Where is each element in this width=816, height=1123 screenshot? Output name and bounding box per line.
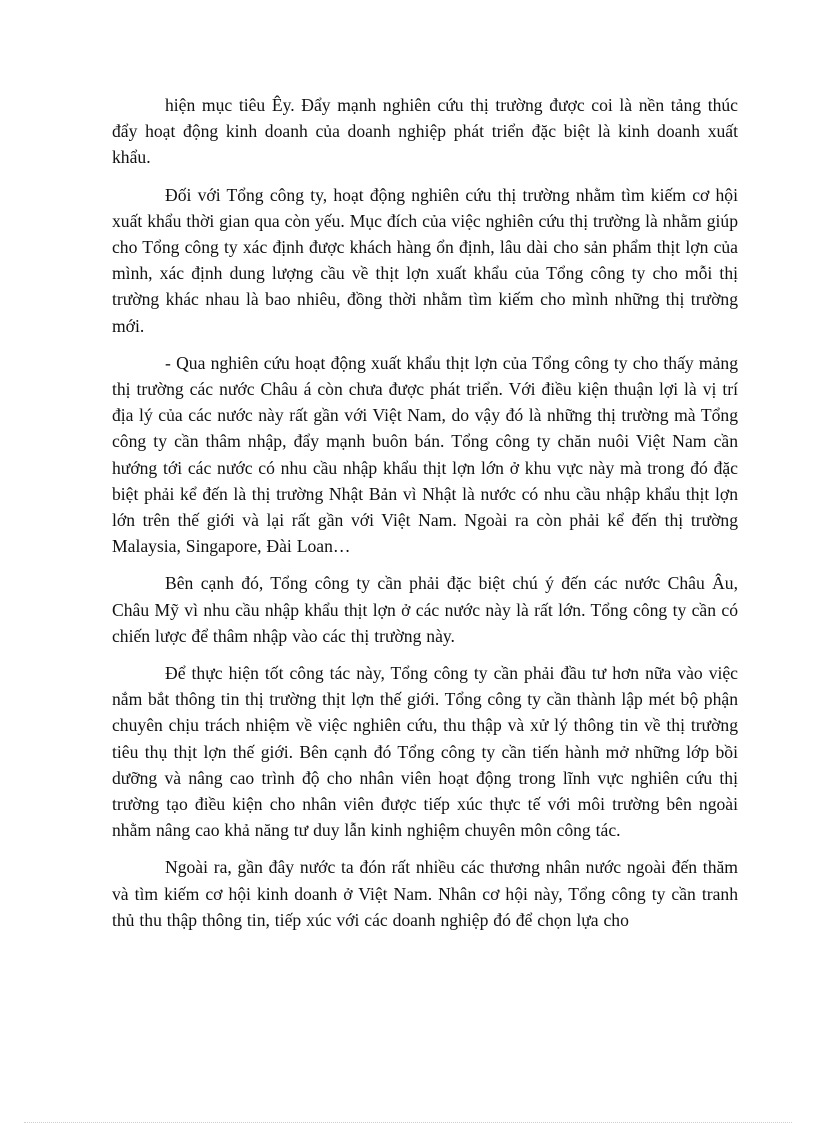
paragraph-1: hiện mục tiêu Êy. Đẩy mạnh nghiên cứu thị trường được coi là nền tảng thúc đẩy hoạt động kinh doanh của doanh nghiệp phát triển đặc biệt là kinh doanh xuất khẩu. (112, 95, 738, 168)
document-body (112, 92, 738, 944)
paragraph-2: Đối với Tổng công ty, hoạt động nghiên cứu thị trường nhằm tìm kiếm cơ hội xuất khẩu thời gian qua còn yếu. Mục đích của việc nghiên cứu thị trường là nhằm giúp cho Tổng công ty xác định được khách hàng ổn định, lâu dài cho sản phẩm thịt lợn của mình, xác định dung lượng cầu về thịt lợn xuất khẩu của Tổng công ty cho mỗi thị trường khác nhau là bao nhiêu, đồng thời nhằm tìm kiếm cho mình những thị trường mới. (112, 184, 738, 336)
paragraph-3: - Qua nghiên cứu hoạt động xuất khẩu thịt lợn của Tổng công ty cho thấy mảng thị trường các nước Châu á còn chưa được phát triển. Với điều kiện thuận lợi là vị trí địa lý của các nước này rất gần với Việt Nam, do vậy đó là những thị trường mà Tổng công ty cần thâm nhập, đẩy mạnh buôn bán. Tổng công ty chăn nuôi Việt Nam cần hướng tới các nước có nhu cầu nhập khẩu thịt lợn lớn ở khu vực này mà trong đó đặc biệt phải kể đến là thị trường Nhật Bản vì Nhật là nước có nhu cầu nhập khẩu thịt lợn lớn trên thế giới và lại rất gần với Việt Nam. Ngoài ra còn phải kể đến thị trường Malaysia, Singapore, Đài Loan… (112, 352, 738, 557)
paragraph-5: Để thực hiện tốt công tác này, Tổng công ty cần phải đầu tư hơn nữa vào việc nắm bắt thông tin thị trường thịt lợn thế giới. Tổng công ty cần thành lập mét bộ phận chuyên chịu trách nhiệm về việc nghiên cứu, thu thập và xử lý thông tin về thị trường tiêu thụ thịt lợn thế giới. Bên cạnh đó Tổng công ty cần tiến hành mở những lớp bồi dưỡng và nâng cao trình độ cho nhân viên hoạt động trong lĩnh vực nghiên cứu thị trường tạo điều kiện cho nhân viên được tiếp xúc thực tế với môi trường bên ngoài nhằm nâng cao khả năng tư duy lẫn kinh nghiệm chuyên môn công tác. (112, 663, 738, 841)
paragraph-4: Bên cạnh đó, Tổng công ty cần phải đặc biệt chú ý đến các nước Châu Âu, Châu Mỹ vì nhu cầu nhập khẩu thịt lợn ở các nước này là rất lớn. Tổng công ty cần có chiến lược để thâm nhập vào các thị trường này. (112, 573, 738, 646)
paragraph-6: Ngoài ra, gần đây nước ta đón rất nhiều các thương nhân nước ngoài đến thăm và tìm kiếm cơ hội kinh doanh ở Việt Nam. Nhân cơ hội này, Tổng công ty cần tranh thủ thu thập thông tin, tiếp xúc với các doanh nghiệp đó để chọn lựa cho (112, 857, 738, 930)
